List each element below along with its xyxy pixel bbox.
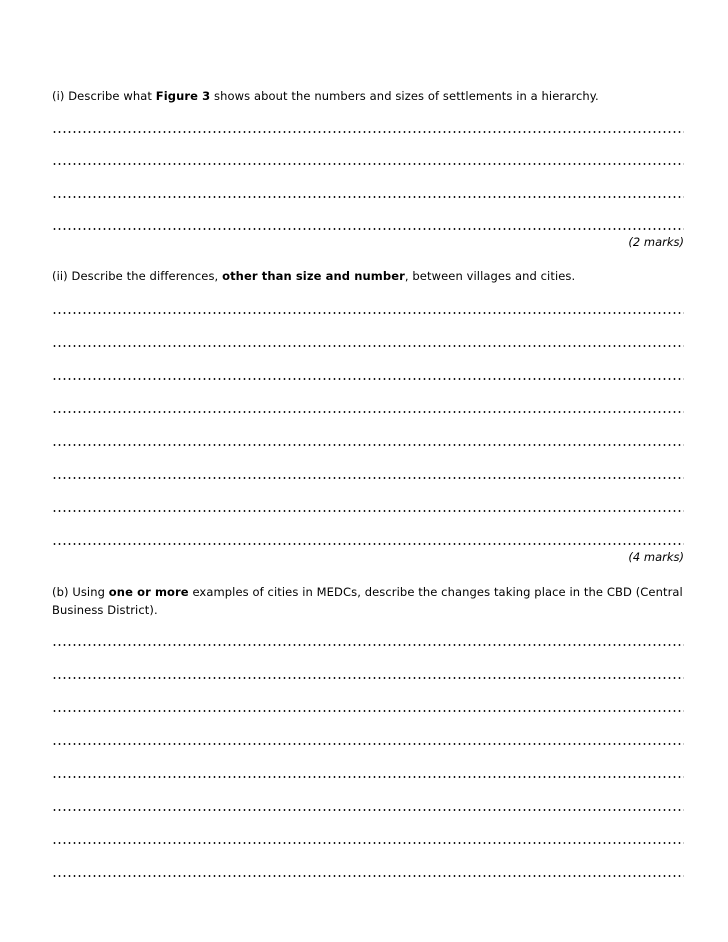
answer-line-b-3[interactable]	[52, 710, 684, 712]
answer-line-b-6[interactable]	[52, 809, 684, 811]
question-i-text	[52, 87, 684, 105]
question-b-bold: one or more	[108, 585, 189, 599]
question-ii-suffix: , between villages and cities.	[404, 269, 576, 283]
answer-line-ii-8[interactable]	[52, 543, 684, 545]
answer-line-b-2[interactable]	[52, 677, 684, 679]
question-ii-bold: other than size and number	[222, 269, 405, 283]
exam-page	[52, 0, 684, 942]
question-ii-text	[52, 267, 684, 285]
question-b-prefix: (b) Using	[52, 585, 109, 599]
answer-line-i-2[interactable]	[52, 163, 684, 165]
answer-line-b-8[interactable]	[52, 875, 684, 877]
answer-line-ii-6[interactable]	[52, 477, 684, 479]
question-b-suffix: examples of cities in MEDCs, describe the changes taking place in the CBD (Central Business District).	[52, 585, 683, 617]
answer-line-b-4[interactable]	[52, 743, 684, 745]
answer-line-ii-3[interactable]	[52, 378, 684, 380]
answer-line-b-1[interactable]	[52, 644, 684, 646]
question-b-text	[52, 583, 684, 619]
answer-line-i-1[interactable]	[52, 131, 684, 133]
answer-line-ii-7[interactable]	[52, 510, 684, 512]
question-ii-prefix: (ii) Describe the differences,	[52, 269, 223, 283]
answer-line-i-3[interactable]	[52, 196, 684, 198]
answer-line-i-4[interactable]	[52, 228, 684, 230]
answer-line-ii-1[interactable]	[52, 312, 684, 314]
marks-label-ii: (4 marks)	[628, 550, 684, 564]
answer-line-b-7[interactable]	[52, 842, 684, 844]
marks-label-i: (2 marks)	[628, 235, 684, 249]
answer-line-ii-2[interactable]	[52, 345, 684, 347]
answer-line-ii-5[interactable]	[52, 444, 684, 446]
question-i-suffix: shows about the numbers and sizes of settlements in a hierarchy.	[210, 89, 599, 103]
question-i-prefix: (i) Describe what	[52, 89, 156, 103]
answer-line-b-5[interactable]	[52, 776, 684, 778]
answer-line-ii-4[interactable]	[52, 411, 684, 413]
question-i-bold: Figure 3	[155, 89, 211, 103]
